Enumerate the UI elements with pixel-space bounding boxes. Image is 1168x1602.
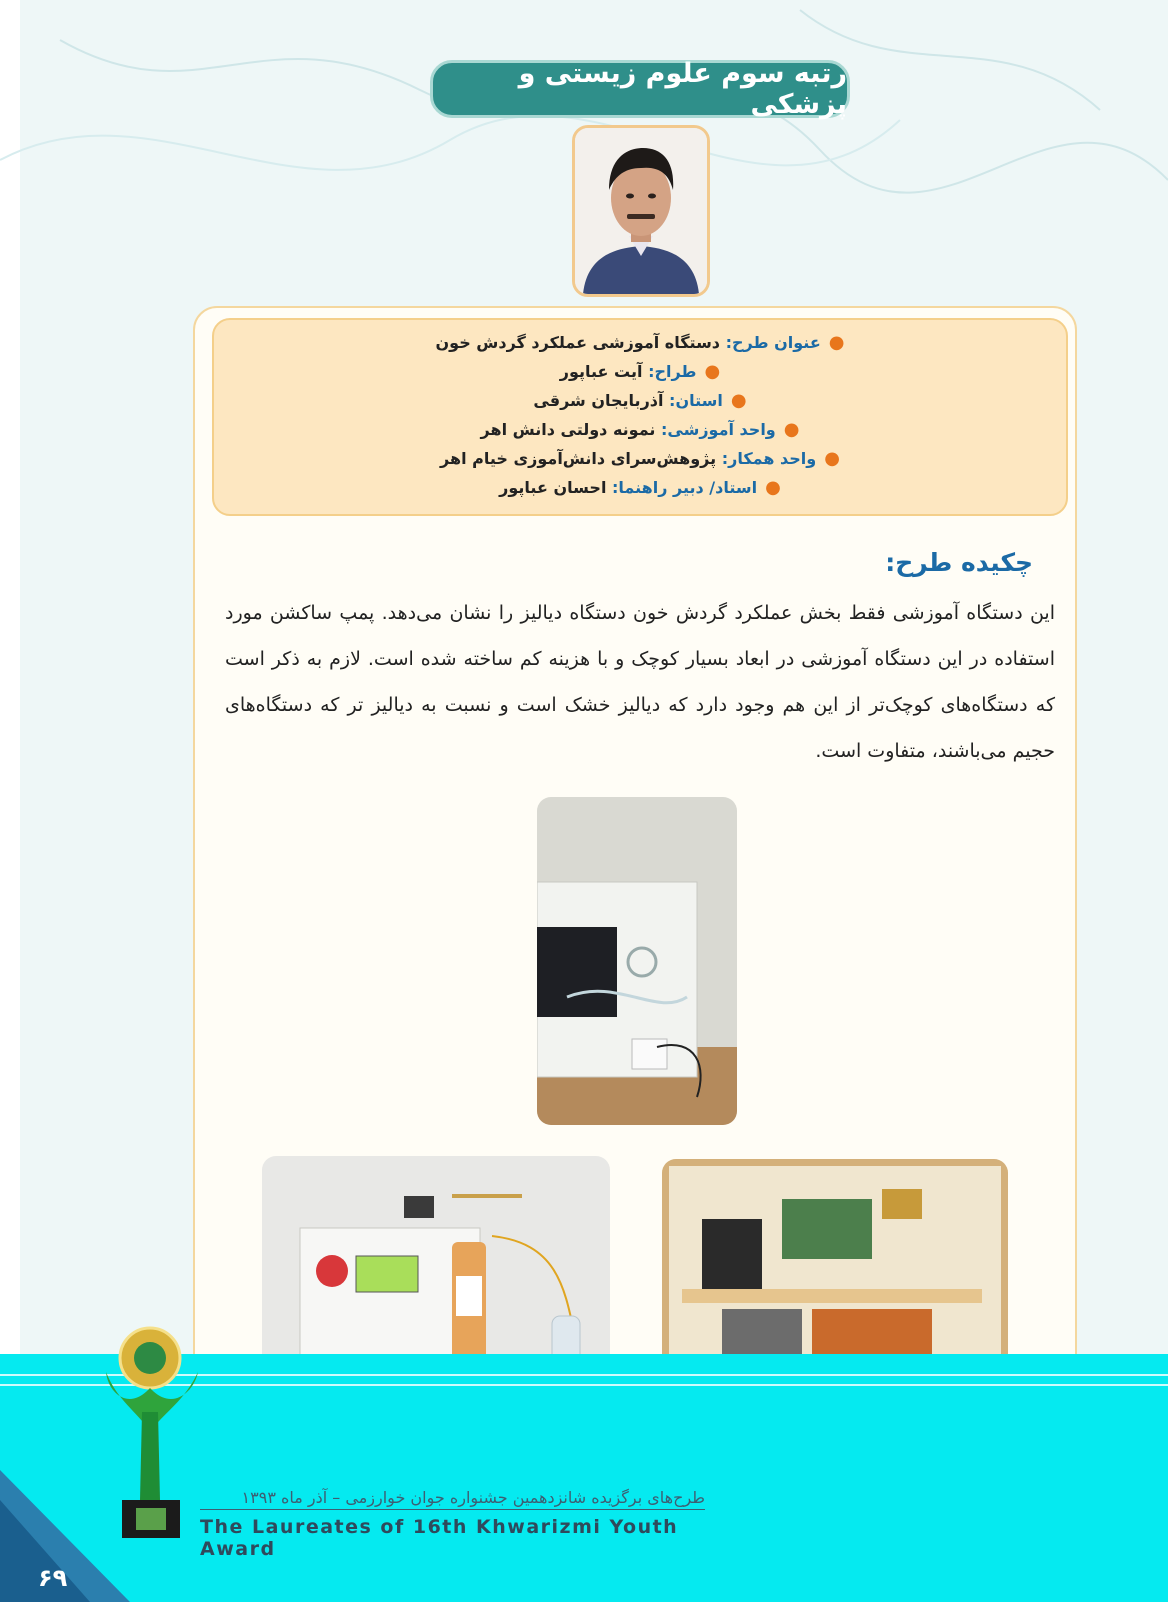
project-info-box (212, 318, 1068, 516)
bullet-icon: ● (828, 332, 845, 353)
info-item-province: ●استان: آذربایجان شرقی (533, 390, 747, 411)
device-photo-side (537, 797, 737, 1125)
info-item-designer: ●طراح: آیت عباپور (559, 361, 721, 382)
bullet-icon: ● (824, 448, 840, 469)
info-item-school: ●واحد آموزشی: نمونه دولتی دانش اهر (480, 419, 800, 440)
page-number: ۶۹ (38, 1564, 68, 1592)
bullet-icon: ● (704, 361, 721, 382)
page-title: رتبه سوم علوم زیستی و پزشکی (430, 60, 850, 118)
info-item-title: ●عنوان طرح: دستگاه آموزشی عملکرد گردش خون (435, 332, 845, 353)
info-item-partner: ●واحد همکار: پژوهش‌سرای دانش‌آموزی خیام اهر (440, 448, 840, 469)
bullet-icon: ● (765, 477, 781, 498)
abstract-text: این دستگاه آموزشی فقط بخش عملکرد گردش خون دستگاه دیالیز را نشان می‌دهد. پمپ ساکشن مورد استفاده در این دستگاه آموزشی در ابعاد بسیار کوچک و با هزینه کم ساخته شده است. لازم به ذکر است که دستگاه‌های کوچک‌تر از این هم وجود دارد که دیالیز خشک است و نسبت به دیالیز تر که دستگاه‌های حجیم می‌باشند، متفاوت است. (225, 602, 1055, 762)
bullet-icon: ● (783, 419, 800, 440)
info-item-supervisor: ●استاد/ دبیر راهنما: احسان عباپور (499, 477, 781, 498)
trophy-icon (98, 1322, 208, 1544)
winner-portrait (572, 125, 710, 297)
abstract-heading: چکیده طرح: (885, 548, 1033, 577)
footer-persian-caption: طرح‌های برگزیده شانزدهمین جشنواره جوان خوارزمی – آذر ماه ۱۳۹۳ (200, 1488, 705, 1510)
footer-english-caption: The Laureates of 16th Khwarizmi Youth Award (200, 1516, 679, 1560)
bullet-icon: ● (730, 390, 747, 411)
